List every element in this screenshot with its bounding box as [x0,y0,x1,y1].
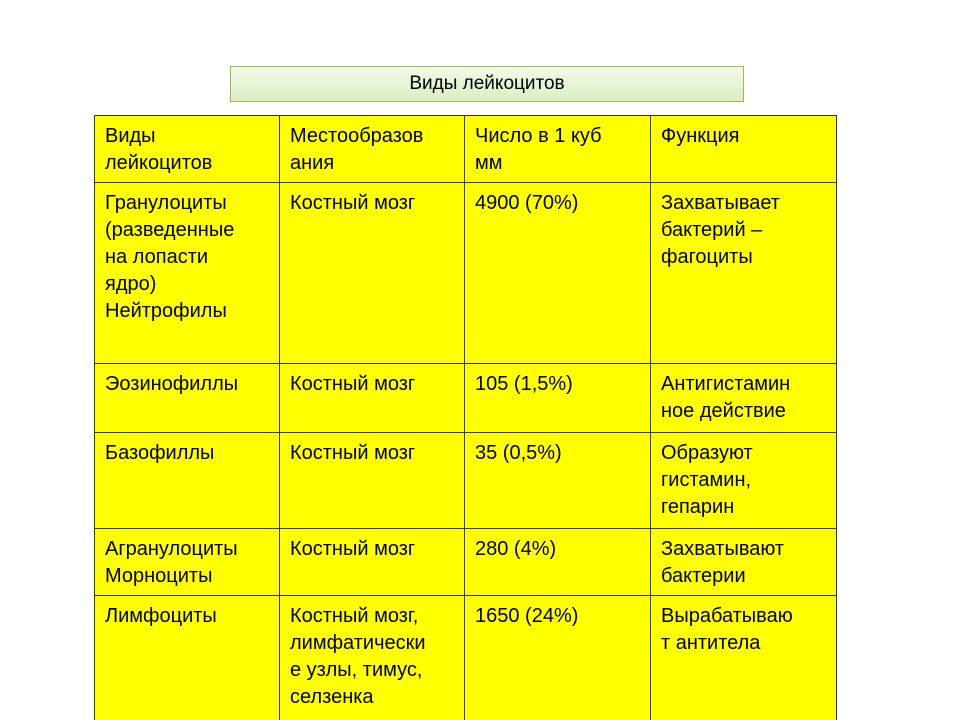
table-cell: Гранулоциты (разведенные на лопасти ядро) Нейтрофилы [95,183,280,364]
table-cell: Костный мозг [280,433,465,529]
slide-title: Виды лейкоцитов [230,66,744,102]
table-cell: Захватывают бактерии [651,529,837,596]
table-cell: 280 (4%) [465,529,651,596]
table-cell: Базофиллы [95,433,280,529]
table-row [95,433,837,529]
table-row [95,183,837,364]
table-cell: Костный мозг [280,529,465,596]
table-row [95,596,837,720]
table-cell: Агранулоциты Морноциты [95,529,280,596]
header-cell-origin: Местообразов ания [280,116,465,183]
header-cell-function: Функция [651,116,837,183]
table-cell: Вырабатываю т антитела [651,596,837,720]
table-cell: 105 (1,5%) [465,364,651,433]
table-cell: 35 (0,5%) [465,433,651,529]
header-cell-count: Число в 1 куб мм [465,116,651,183]
table-row [95,529,837,596]
table-cell: Образуют гистамин, гепарин [651,433,837,529]
table-row [95,364,837,433]
table-cell: 4900 (70%) [465,183,651,364]
table-cell: Захватывает бактерий – фагоциты [651,183,837,364]
table-cell: Антигистамин ное действие [651,364,837,433]
table-cell: Костный мозг, лимфатически е узлы, тимус, селзенка [280,596,465,720]
table-cell: Костный мозг [280,364,465,433]
table-cell: Эозинофиллы [95,364,280,433]
table-header-row [95,116,837,183]
header-cell-type: Виды лейкоцитов [95,116,280,183]
table-cell: 1650 (24%) [465,596,651,720]
table-cell: Костный мозг [280,183,465,364]
table-cell: Лимфоциты [95,596,280,720]
leukocyte-table [94,115,837,720]
